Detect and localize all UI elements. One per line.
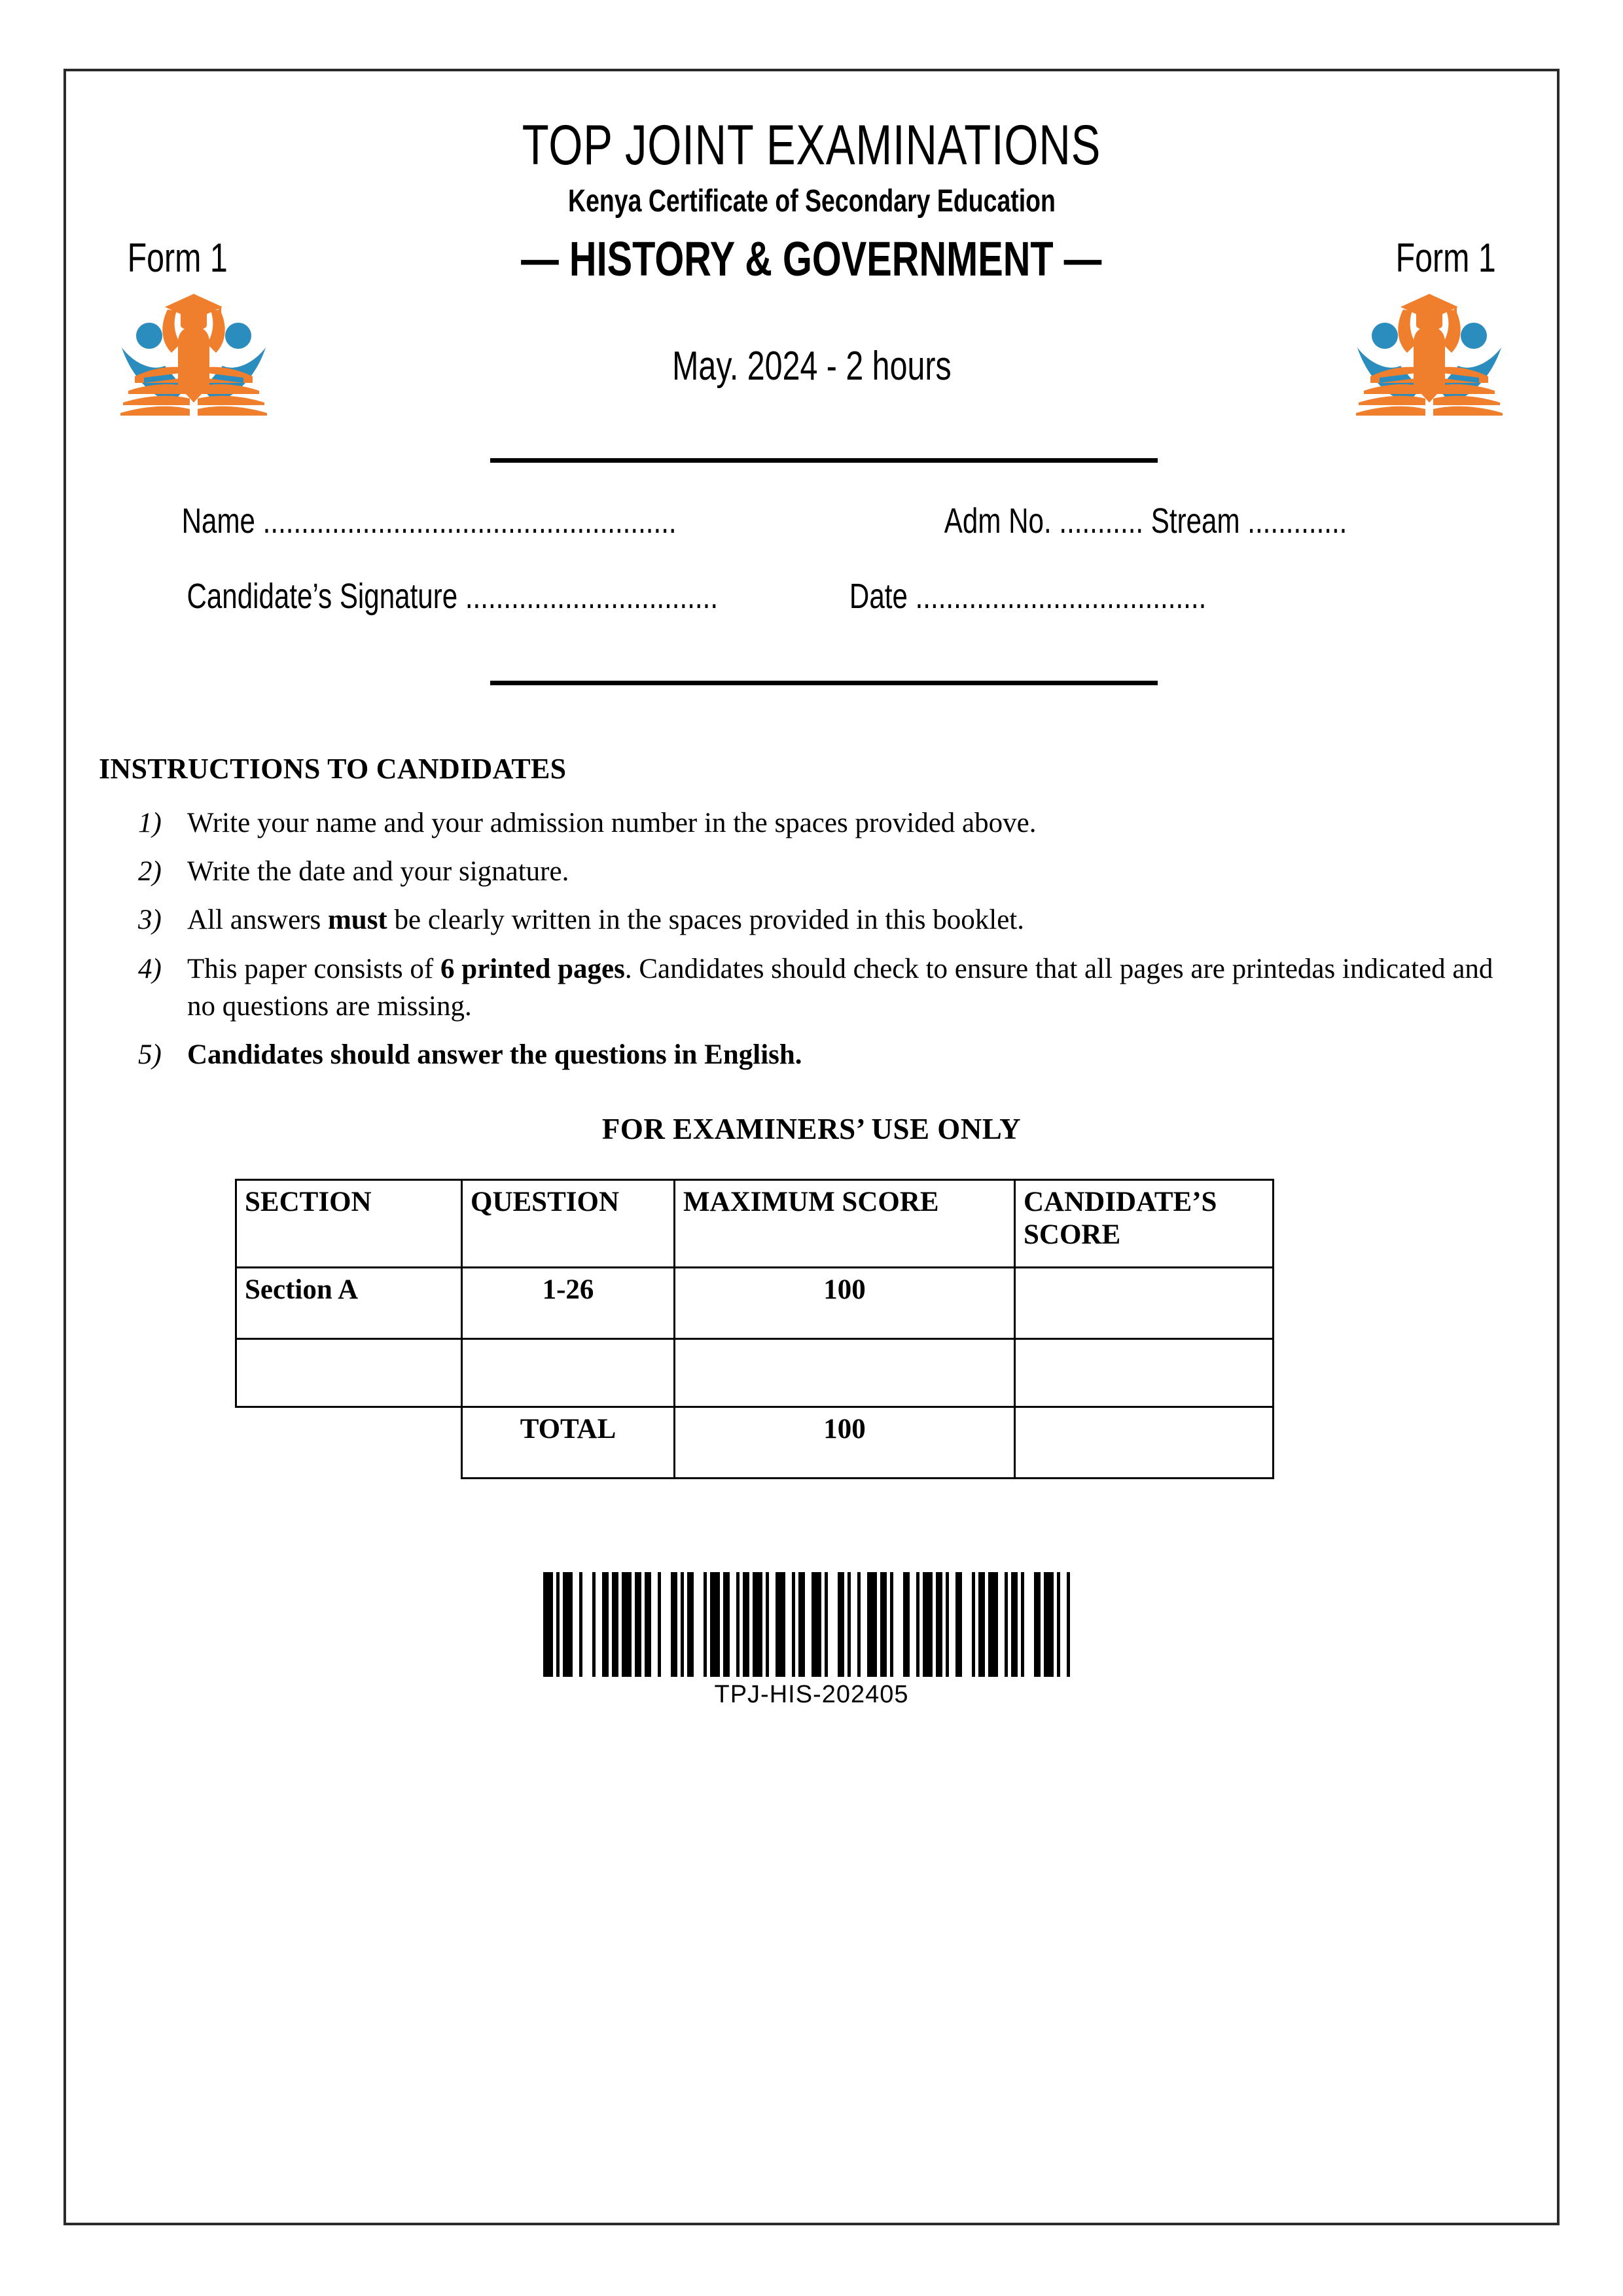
instruction-number: 2) xyxy=(138,856,162,888)
name-field[interactable]: Name ...................................................... xyxy=(181,501,677,541)
table-row-total xyxy=(236,1407,1274,1479)
exam-title: TOP JOINT EXAMINATIONS xyxy=(522,114,1101,177)
divider-bottom xyxy=(490,681,1158,685)
instruction-item xyxy=(138,853,1506,890)
exam-date-duration: May. 2024 - 2 hours xyxy=(671,344,952,389)
cell-section: Section A xyxy=(236,1268,462,1339)
exam-subtitle: Kenya Certificate of Secondary Education xyxy=(567,184,1056,219)
instruction-text: All answers must be clearly written in the spaces provided in this booklet. xyxy=(187,905,1024,936)
column-header-question: QUESTION xyxy=(462,1180,675,1268)
instructions-list xyxy=(138,804,1506,1085)
instruction-number: 3) xyxy=(138,905,162,936)
table-row xyxy=(236,1268,1274,1339)
barcode-label: TPJ-HIS-202405 xyxy=(714,1681,909,1708)
table-header-row xyxy=(236,1180,1274,1268)
cell-max-score xyxy=(675,1339,1015,1407)
instruction-number: 5) xyxy=(138,1039,162,1070)
column-header-max-score: MAXIMUM SCORE xyxy=(675,1180,1015,1268)
subject-row xyxy=(66,232,1557,300)
date-field[interactable]: Date ...................................... xyxy=(849,577,1207,616)
instruction-item xyxy=(138,804,1506,842)
instructions-heading: INSTRUCTIONS TO CANDIDATES xyxy=(99,753,567,785)
cell-section xyxy=(236,1339,462,1407)
table-row xyxy=(236,1339,1274,1407)
cell-question: 1-26 xyxy=(462,1268,675,1339)
adm-no-stream-field[interactable]: Adm No. ........... Stream ............. xyxy=(944,501,1347,541)
instruction-text: Write your name and your admission number in the spaces provided above. xyxy=(187,808,1037,838)
form-label-right: Form 1 xyxy=(1395,236,1496,281)
cell-max-score: 100 xyxy=(675,1268,1015,1339)
education-logo-icon xyxy=(115,287,272,425)
column-header-section: SECTION xyxy=(236,1180,462,1268)
cell-candidate-score[interactable] xyxy=(1015,1339,1274,1407)
examiners-score-table xyxy=(235,1179,1274,1479)
barcode-image xyxy=(543,1572,1080,1677)
cell-total-candidate-score[interactable] xyxy=(1015,1407,1274,1479)
divider-top xyxy=(490,458,1158,463)
cell-section-empty xyxy=(236,1407,462,1479)
education-logo-icon xyxy=(1351,287,1508,425)
instruction-item xyxy=(138,950,1506,1025)
instruction-text: Candidates should answer the questions in English. xyxy=(187,1039,802,1070)
form-label-left: Form 1 xyxy=(127,236,228,281)
cell-question xyxy=(462,1339,675,1407)
cell-candidate-score[interactable] xyxy=(1015,1268,1274,1339)
examiners-use-heading: FOR EXAMINERS’ USE ONLY xyxy=(601,1113,1022,1145)
cell-total-label: TOTAL xyxy=(462,1407,675,1479)
signature-field[interactable]: Candidate’s Signature ................................. xyxy=(187,577,719,616)
instruction-text: This paper consists of 6 printed pages. Candidates should check to ensure that all pages are printedas indicated and no questions are missing. xyxy=(187,953,1493,1022)
page-border xyxy=(63,69,1560,2225)
column-header-candidate-score: CANDIDATE’S SCORE xyxy=(1015,1180,1274,1268)
cell-total-max-score: 100 xyxy=(675,1407,1015,1479)
subject-title: — HISTORY & GOVERNMENT — xyxy=(521,232,1102,286)
instruction-number: 1) xyxy=(138,808,162,838)
instruction-item xyxy=(138,1036,1506,1073)
instruction-text: Write the date and your signature. xyxy=(187,856,569,888)
instruction-number: 4) xyxy=(138,953,162,984)
barcode-block xyxy=(66,1564,1557,1709)
instruction-item xyxy=(138,901,1506,939)
